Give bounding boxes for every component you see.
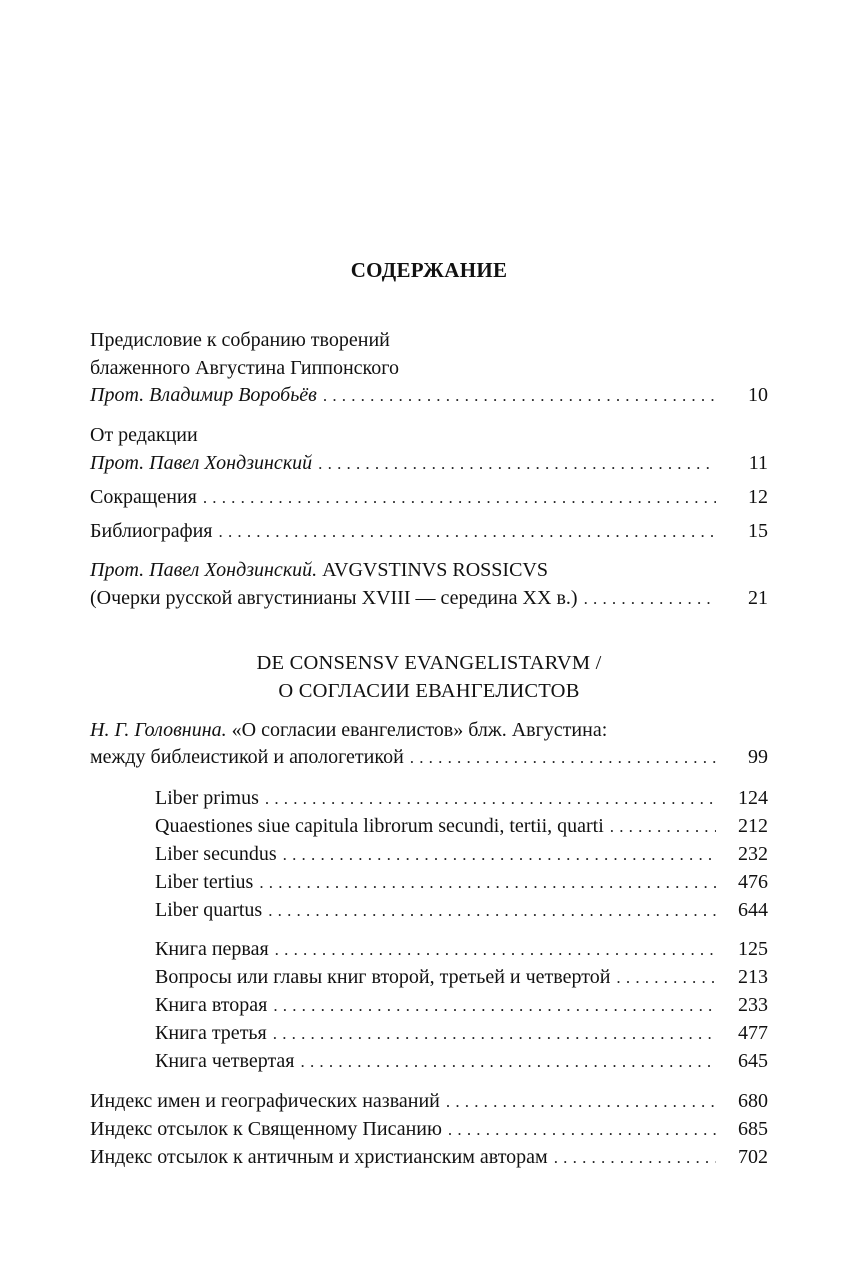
toc-entry-latin (155, 812, 768, 840)
page-title: СОДЕРЖАНИЕ (350, 258, 508, 282)
toc-entry-author: Прот. Павел Хондзинский. (90, 559, 318, 581)
toc-entry-label: между библеистикой и апологетикой (90, 746, 404, 768)
leader-dots (410, 744, 716, 772)
toc-entry-russian (155, 963, 768, 991)
toc-entry-label: Сокращения (90, 486, 197, 508)
toc-entry-index (90, 1143, 768, 1171)
toc-page-number: 124 (738, 787, 768, 809)
leader-dots (203, 484, 716, 512)
toc-entry-label: Liber quartus (155, 899, 263, 921)
toc-entry-label: Книга первая (155, 938, 269, 960)
toc-entry-label: Книга третья (155, 1022, 267, 1044)
section-heading-latin: DE CONSENSV EVANGELISTARVM / (256, 652, 602, 674)
toc-entry-essay-line1 (90, 556, 768, 584)
toc-page-number: 212 (738, 815, 768, 837)
leader-dots (610, 813, 716, 841)
toc-entry-preface-line2: блаженного Августина Гиппонского (90, 357, 399, 379)
toc-page-number: 10 (748, 384, 768, 406)
toc-entry-label: Индекс отсылок к Священному Писанию (90, 1118, 442, 1140)
leader-dots (268, 897, 716, 925)
toc-page (90, 0, 768, 1270)
toc-entry-bibliography (90, 517, 768, 545)
toc-page-number: 125 (738, 938, 768, 960)
toc-entry-label: Индекс имен и географических названий (90, 1090, 440, 1112)
toc-entry-latin (155, 840, 768, 868)
toc-page-number: 15 (748, 520, 768, 542)
toc-entry-latin (155, 868, 768, 896)
toc-entry-latin (155, 784, 768, 812)
toc-page-number: 685 (738, 1118, 768, 1140)
toc-entry-label: (Очерки русской августинианы XVIII — середина XX в.) (90, 587, 578, 609)
toc-page-number: 702 (738, 1146, 768, 1168)
toc-page-number: 233 (738, 994, 768, 1016)
leader-dots (219, 518, 717, 546)
leader-dots (275, 936, 716, 964)
leader-dots (259, 869, 716, 897)
leader-dots (265, 785, 716, 813)
toc-entry-russian (155, 991, 768, 1019)
toc-page-number: 232 (738, 843, 768, 865)
toc-entry-latin (155, 896, 768, 924)
toc-entry-preface (90, 381, 768, 409)
toc-page-number: 21 (748, 587, 768, 609)
toc-entry-label: Liber primus (155, 787, 259, 809)
toc-entry-editors-line1: От редакции (90, 424, 198, 446)
toc-entry-author: Прот. Владимир Воробьёв (90, 384, 317, 406)
toc-entry-index (90, 1087, 768, 1115)
leader-dots (554, 1144, 716, 1172)
toc-page-number: 680 (738, 1090, 768, 1112)
toc-entry-intro-line1 (90, 716, 768, 744)
leader-dots (584, 585, 716, 613)
toc-entry-author: Прот. Павел Хондзинский (90, 452, 313, 474)
toc-page-number: 644 (738, 899, 768, 921)
toc-entry-abbreviations (90, 483, 768, 511)
section-heading-russian: О СОГЛАСИИ ЕВАНГЕЛИСТОВ (278, 680, 580, 702)
toc-entry-label: Книга вторая (155, 994, 268, 1016)
leader-dots (323, 382, 716, 410)
toc-page-number: 12 (748, 486, 768, 508)
toc-entry-label: Библиография (90, 520, 213, 542)
toc-entry-label: Вопросы или главы книг второй, третьей и четвертой (155, 966, 611, 988)
toc-entry-label: Liber secundus (155, 843, 277, 865)
toc-page-number: 476 (738, 871, 768, 893)
leader-dots (616, 964, 716, 992)
toc-entry-title: «О согласии евангелистов» блж. Августина: (226, 719, 608, 741)
toc-entry-index (90, 1115, 768, 1143)
toc-entry-intro (90, 743, 768, 771)
toc-entry-label: Индекс отсылок к античным и христианским авторам (90, 1146, 548, 1168)
toc-entry-label: Quaestiones siue capitula librorum secundi, tertii, quarti (155, 815, 604, 837)
toc-page-number: 213 (738, 966, 768, 988)
toc-entry-editors (90, 449, 768, 477)
toc-page-number: 11 (748, 452, 768, 474)
leader-dots (446, 1088, 716, 1116)
leader-dots (301, 1048, 716, 1076)
toc-entry-label: Liber tertius (155, 871, 254, 893)
toc-entry-preface-line1: Предисловие к собранию творений (90, 329, 390, 351)
leader-dots (283, 841, 716, 869)
toc-entry-label: Книга четвертая (155, 1050, 295, 1072)
toc-page-number: 99 (748, 746, 768, 768)
toc-page-number: 477 (738, 1022, 768, 1044)
leader-dots (273, 992, 716, 1020)
leader-dots (318, 450, 716, 478)
toc-entry-russian (155, 1047, 768, 1075)
toc-entry-author: Н. Г. Головнина. (90, 719, 227, 741)
toc-entry-title: AVGVSTINVS ROSSICVS (317, 559, 548, 581)
toc-entry-russian (155, 1019, 768, 1047)
leader-dots (448, 1116, 716, 1144)
toc-entry-russian (155, 935, 768, 963)
toc-entry-essay (90, 584, 768, 612)
leader-dots (273, 1020, 716, 1048)
toc-page-number: 645 (738, 1050, 768, 1072)
